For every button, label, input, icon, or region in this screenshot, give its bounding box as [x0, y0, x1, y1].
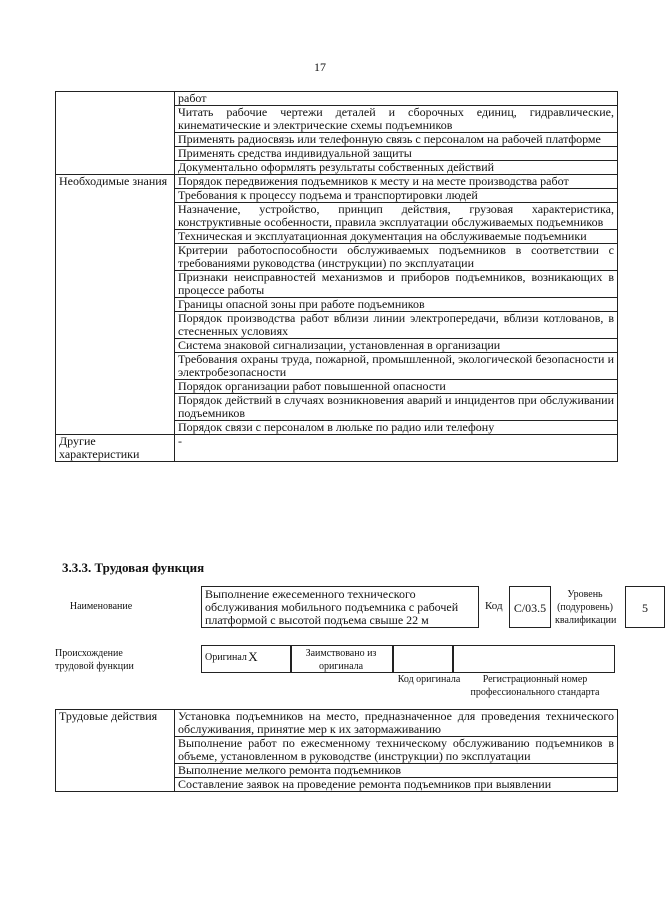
knowledge-item: Техническая и эксплуатационная документация на обслуживаемые подъемники	[175, 230, 618, 244]
origin-code-label: Код оригинала	[397, 674, 461, 685]
skill-item: Документально оформлять результаты собственных действий	[175, 161, 618, 175]
function-origin	[55, 645, 615, 701]
knowledge-item: Требования охраны труда, пожарной, промышленной, экологической безопасности и электробезопасности	[175, 353, 618, 380]
knowledge-label: Необходимые знания	[56, 175, 175, 435]
page-number: 17	[314, 60, 326, 74]
origin-row-reg	[453, 645, 615, 673]
actions-label: Трудовые действия	[56, 710, 175, 792]
function-code: C/03.5	[509, 586, 551, 628]
origin-original-mark: X	[248, 649, 258, 664]
knowledge-item: Границы опасной зоны при работе подъемников	[175, 298, 618, 312]
other-value: -	[175, 435, 618, 462]
knowledge-item: Признаки неисправностей механизмов и приборов подъемников, возникающих в процессе работы	[175, 271, 618, 298]
knowledge-item: Критерии работоспособности обслуживаемых подъемников в соответствии с требованиями руководства (инструкции) по эксплуатации	[175, 244, 618, 271]
knowledge-item: Порядок действий в случаях возникновения аварий и инцидентов при обслуживании подъемников	[175, 394, 618, 421]
qualification-level-label: Уровень (подуровень) квалификации	[555, 589, 617, 626]
knowledge-item: Порядок производства работ вблизи линии электропередачи, вблизи котлованов, в стесненных условиях	[175, 312, 618, 339]
function-name: Выполнение ежесеменного технического обслуживания мобильного подъемника с рабочей платформой с высотой подъема свыше 22 м	[201, 586, 479, 628]
skill-item: Применять радиосвязь или телефонную связь с персоналом на рабочей платформе	[175, 133, 618, 147]
origin-original-label: Оригинал	[205, 652, 247, 663]
knowledge-item: Порядок передвижения подъемников к месту и на месте производства работ	[175, 175, 618, 189]
skill-item: Применять средства индивидуальной защиты	[175, 147, 618, 161]
skill-item: работ	[175, 92, 618, 106]
skill-item: Читать рабочие чертежи деталей и сборочных единиц, гидравлические, кинематические и электрические схемы подъемников	[175, 106, 618, 133]
labor-actions-table	[55, 709, 618, 792]
qualification-level: 5	[625, 586, 665, 628]
skills-label-cell	[56, 92, 175, 175]
origin-reg-label: Регистрационный номер профессионального стандарта	[470, 674, 600, 698]
other-label: Другие характеристики	[56, 435, 175, 462]
knowledge-item: Требования к процессу подъема и транспортировки людей	[175, 189, 618, 203]
action-item: Составление заявок на проведение ремонта подъемников при выявлении	[175, 778, 618, 792]
labor-function-header	[55, 586, 648, 636]
origin-borrowed-label: Заимствовано из оригинала	[305, 648, 377, 672]
origin-row-code	[393, 645, 453, 673]
function-code-label: Код	[485, 600, 503, 612]
knowledge-item: Порядок связи с персоналом в люльке по радио или телефону	[175, 421, 618, 435]
knowledge-item: Порядок организации работ повышенной опасности	[175, 380, 618, 394]
knowledge-item: Назначение, устройство, принцип действия, грузовая характеристика, конструктивные особенности, правила эксплуатации обслуживаемых подъемников	[175, 203, 618, 230]
knowledge-item: Система знаковой сигнализации, установленная в организации	[175, 339, 618, 353]
action-item: Выполнение мелкого ремонта подъемников	[175, 764, 618, 778]
action-item: Установка подъемников на место, предназначенное для проведения технического обслуживания, принятие мер к их затормаживанию	[175, 710, 618, 737]
function-name-label: Наименование	[69, 601, 133, 612]
skills-knowledge-table	[55, 91, 618, 462]
origin-label: Происхождение трудовой функции	[55, 648, 134, 672]
section-heading: 3.3.3. Трудовая функция	[62, 560, 205, 575]
action-item: Выполнение работ по ежесменному техническому обслуживанию подъемников в объеме, установленном в руководстве (инструкции) по эксплуатации	[175, 737, 618, 764]
